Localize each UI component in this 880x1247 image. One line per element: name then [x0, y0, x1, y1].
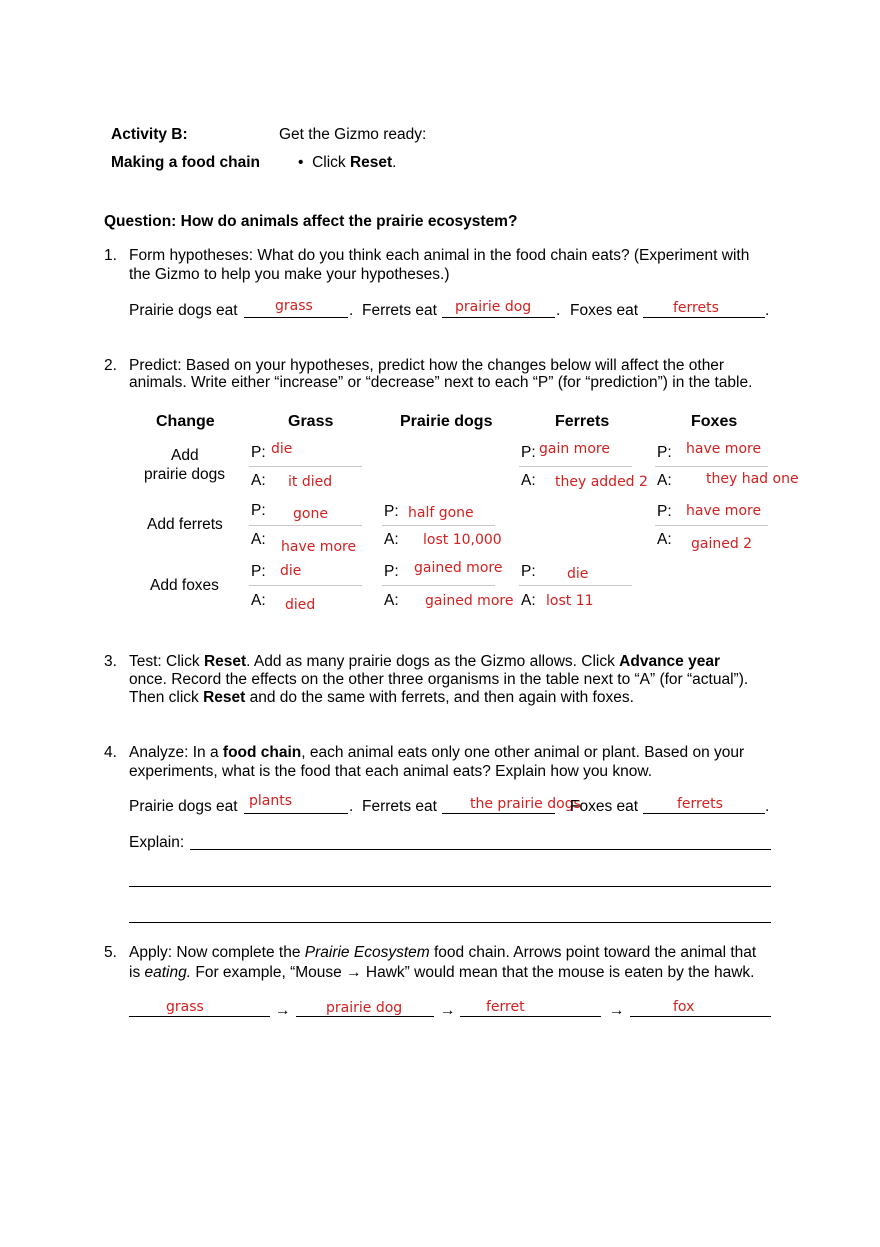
row2-change: Add ferrets	[147, 516, 223, 533]
row3-ferrets-p-label: P:	[521, 563, 536, 580]
row3-ferrets-a-answer: lost 11	[546, 593, 594, 609]
q5-line2	[129, 964, 754, 982]
header-grass: Grass	[288, 413, 334, 430]
q1-ferrets-label: Ferrets eat	[362, 302, 437, 319]
question-heading: Question: How do animals affect the prairie ecosystem?	[104, 213, 518, 230]
row2-grass-a-answer: have more	[281, 539, 357, 555]
row2-prairie-divider	[382, 525, 495, 526]
q1-ferrets-blank[interactable]	[442, 317, 555, 318]
activity-subtitle: Making a food chain	[111, 154, 260, 171]
gizmo-ready-text: Get the Gizmo ready:	[279, 126, 427, 143]
q4-explain-line2[interactable]	[129, 886, 771, 887]
row1-ferrets-a-answer: they added 2	[555, 474, 648, 490]
row1-ferrets-p-label: P:	[521, 444, 536, 461]
q5-l2-a: is	[129, 964, 145, 981]
row1-grass-a-answer: it died	[288, 474, 333, 490]
row3-ferrets-a-label: A:	[521, 592, 536, 609]
q3-number: 3.	[104, 653, 117, 670]
row2-foxes-a-answer: gained 2	[691, 536, 753, 552]
q5-eating-italic: eating.	[144, 964, 192, 981]
q4-period-1: .	[349, 798, 354, 815]
q4-period-3: .	[765, 798, 770, 815]
q1-prairie-label: Prairie dogs eat	[129, 302, 238, 319]
row2-grass-p-answer: gone	[293, 506, 328, 522]
q1-prairie-blank[interactable]	[244, 317, 348, 318]
row3-change: Add foxes	[150, 577, 219, 594]
row1-change-line2: prairie dogs	[144, 466, 225, 483]
q3-line3	[129, 689, 634, 707]
q4-explain-label: Explain:	[129, 834, 185, 851]
row1-ferrets-p-answer: gain more	[539, 441, 610, 457]
chain-answer-3: ferret	[486, 999, 525, 1015]
row3-grass-p-label: P:	[251, 563, 266, 580]
row1-ferrets-a-label: A:	[521, 472, 536, 489]
q1-foxes-blank[interactable]	[643, 317, 765, 318]
q4-prairie-label: Prairie dogs eat	[129, 798, 238, 815]
row1-grass-divider	[249, 466, 362, 467]
q4-line1	[129, 744, 744, 762]
header-change: Change	[156, 413, 215, 430]
q4-prairie-blank[interactable]	[244, 813, 348, 814]
q4-ferrets-label: Ferrets eat	[362, 798, 437, 815]
header-ferrets: Ferrets	[555, 413, 610, 430]
row2-foxes-p-answer: have more	[686, 503, 762, 519]
q5-prairie-ecosystem-italic: Prairie Ecosystem	[304, 944, 430, 961]
row1-foxes-p-answer: have more	[686, 441, 762, 457]
row2-foxes-divider	[655, 525, 768, 526]
q1-prairie-answer: grass	[275, 298, 313, 314]
header-foxes: Foxes	[691, 413, 738, 430]
bullet-suffix: .	[392, 154, 397, 171]
q3-l3-a: Then click	[129, 689, 204, 706]
row1-grass-p-label: P:	[251, 444, 266, 461]
chain-blank-2[interactable]	[296, 1016, 434, 1017]
q1-number: 1.	[104, 247, 117, 264]
chain-blank-3[interactable]	[460, 1016, 601, 1017]
row3-prairie-divider	[382, 585, 495, 586]
row2-grass-divider	[249, 525, 362, 526]
q1-line1: Form hypotheses: What do you think each animal in the food chain eats? (Experiment with	[129, 247, 750, 264]
row2-grass-p-label: P:	[251, 502, 266, 519]
q4-ferrets-blank[interactable]	[442, 813, 555, 814]
q5-number: 5.	[104, 944, 117, 961]
chain-blank-1[interactable]	[129, 1016, 270, 1017]
q1-foxes-answer: ferrets	[673, 300, 719, 316]
chain-arrow-1: →	[275, 1002, 291, 1019]
chain-answer-1: grass	[166, 999, 204, 1015]
q1-ferrets-answer: prairie dog	[455, 299, 532, 315]
q4-foxes-answer: ferrets	[677, 796, 723, 812]
q2-line1: Predict: Based on your hypotheses, predict how the changes below will affect the other	[129, 357, 725, 374]
q2-line2: animals. Write either “increase” or “decrease” next to each “P” (for “prediction”) in the table.	[129, 374, 753, 391]
q4-l1-a: Analyze: In a	[129, 744, 223, 761]
q3-reset-bold: Reset	[203, 653, 247, 670]
q5-l1-a: Apply: Now complete the	[129, 944, 305, 961]
row2-prairie-a-answer: lost 10,000	[423, 532, 502, 548]
q5-l2-c: For example, “Mouse → Hawk” would mean that the mouse is eaten by the hawk.	[191, 964, 755, 981]
row1-foxes-p-label: P:	[657, 444, 672, 461]
q4-prairie-answer: plants	[249, 793, 293, 809]
row1-foxes-divider	[655, 466, 768, 467]
q1-line2: the Gizmo to help you make your hypotheses.)	[129, 266, 450, 283]
chain-arrow-3: →	[609, 1002, 625, 1019]
header-prairie-dogs: Prairie dogs	[400, 413, 493, 430]
q1-foxes-label: Foxes eat	[570, 302, 639, 319]
chain-blank-4[interactable]	[630, 1016, 771, 1017]
chain-answer-4: fox	[673, 999, 695, 1015]
row3-prairie-p-label: P:	[384, 563, 399, 580]
row3-grass-a-label: A:	[251, 592, 266, 609]
row2-foxes-a-label: A:	[657, 531, 672, 548]
q4-foxes-blank[interactable]	[643, 813, 765, 814]
row2-prairie-a-label: A:	[384, 531, 399, 548]
chain-arrow-2: →	[440, 1002, 456, 1019]
row1-foxes-a-answer: they had one	[706, 471, 799, 487]
row3-grass-p-answer: die	[280, 563, 302, 579]
q3-advance-year-bold: Advance year	[619, 653, 720, 670]
row3-prairie-a-answer: gained more	[425, 593, 514, 609]
q1-period-3: .	[765, 302, 770, 319]
row1-foxes-a-label: A:	[657, 472, 672, 489]
q3-reset-bold-2: Reset	[203, 689, 246, 706]
row3-grass-divider	[249, 585, 362, 586]
q4-foxes-label: Foxes eat	[570, 798, 639, 815]
q4-explain-line1[interactable]	[190, 849, 771, 850]
activity-label: Activity B:	[111, 126, 188, 143]
q3-l1-a: Test: Click	[129, 653, 204, 670]
q4-line2: experiments, what is the food that each animal eats? Explain how you know.	[129, 763, 652, 780]
row3-grass-a-answer: died	[285, 597, 316, 613]
bullet-reset	[298, 154, 396, 172]
chain-answer-2: prairie dog	[326, 1000, 403, 1016]
row3-ferrets-p-answer: die	[567, 566, 589, 582]
q4-l1-c: , each animal eats only one other animal or plant. Based on your	[301, 744, 745, 761]
q4-ferrets-answer: the prairie dogs	[470, 796, 581, 812]
row1-change-line1: Add	[171, 447, 199, 464]
q2-number: 2.	[104, 357, 117, 374]
q5-l1-c: food chain. Arrows point toward the animal that	[429, 944, 757, 961]
q5-line1	[129, 944, 756, 962]
q4-food-chain-bold: food chain	[222, 744, 302, 761]
row2-grass-a-label: A:	[251, 531, 266, 548]
bullet-icon: •	[298, 154, 304, 171]
q4-number: 4.	[104, 744, 117, 761]
row1-grass-p-answer: die	[271, 441, 293, 457]
q3-l1-c: . Add as many prairie dogs as the Gizmo allows. Click	[246, 653, 620, 670]
row2-prairie-p-label: P:	[384, 503, 399, 520]
q3-l3-c: and do the same with ferrets, and then again with foxes.	[245, 689, 634, 706]
bullet-prefix: Click	[312, 154, 350, 171]
row3-prairie-a-label: A:	[384, 592, 399, 609]
q4-explain-line3[interactable]	[129, 922, 771, 923]
bullet-reset-bold: Reset	[349, 154, 393, 171]
q3-line2: once. Record the effects on the other three organisms in the table next to “A” (for “actual”).	[129, 671, 749, 688]
row2-prairie-p-answer: half gone	[408, 505, 474, 521]
row3-ferrets-divider	[519, 585, 632, 586]
row1-ferrets-divider	[519, 466, 632, 467]
q1-period-2: .	[556, 302, 561, 319]
row2-foxes-p-label: P:	[657, 503, 672, 520]
q1-period-1: .	[349, 302, 354, 319]
row1-grass-a-label: A:	[251, 472, 266, 489]
q3-line1	[129, 653, 720, 671]
row3-prairie-p-answer: gained more	[414, 560, 503, 576]
